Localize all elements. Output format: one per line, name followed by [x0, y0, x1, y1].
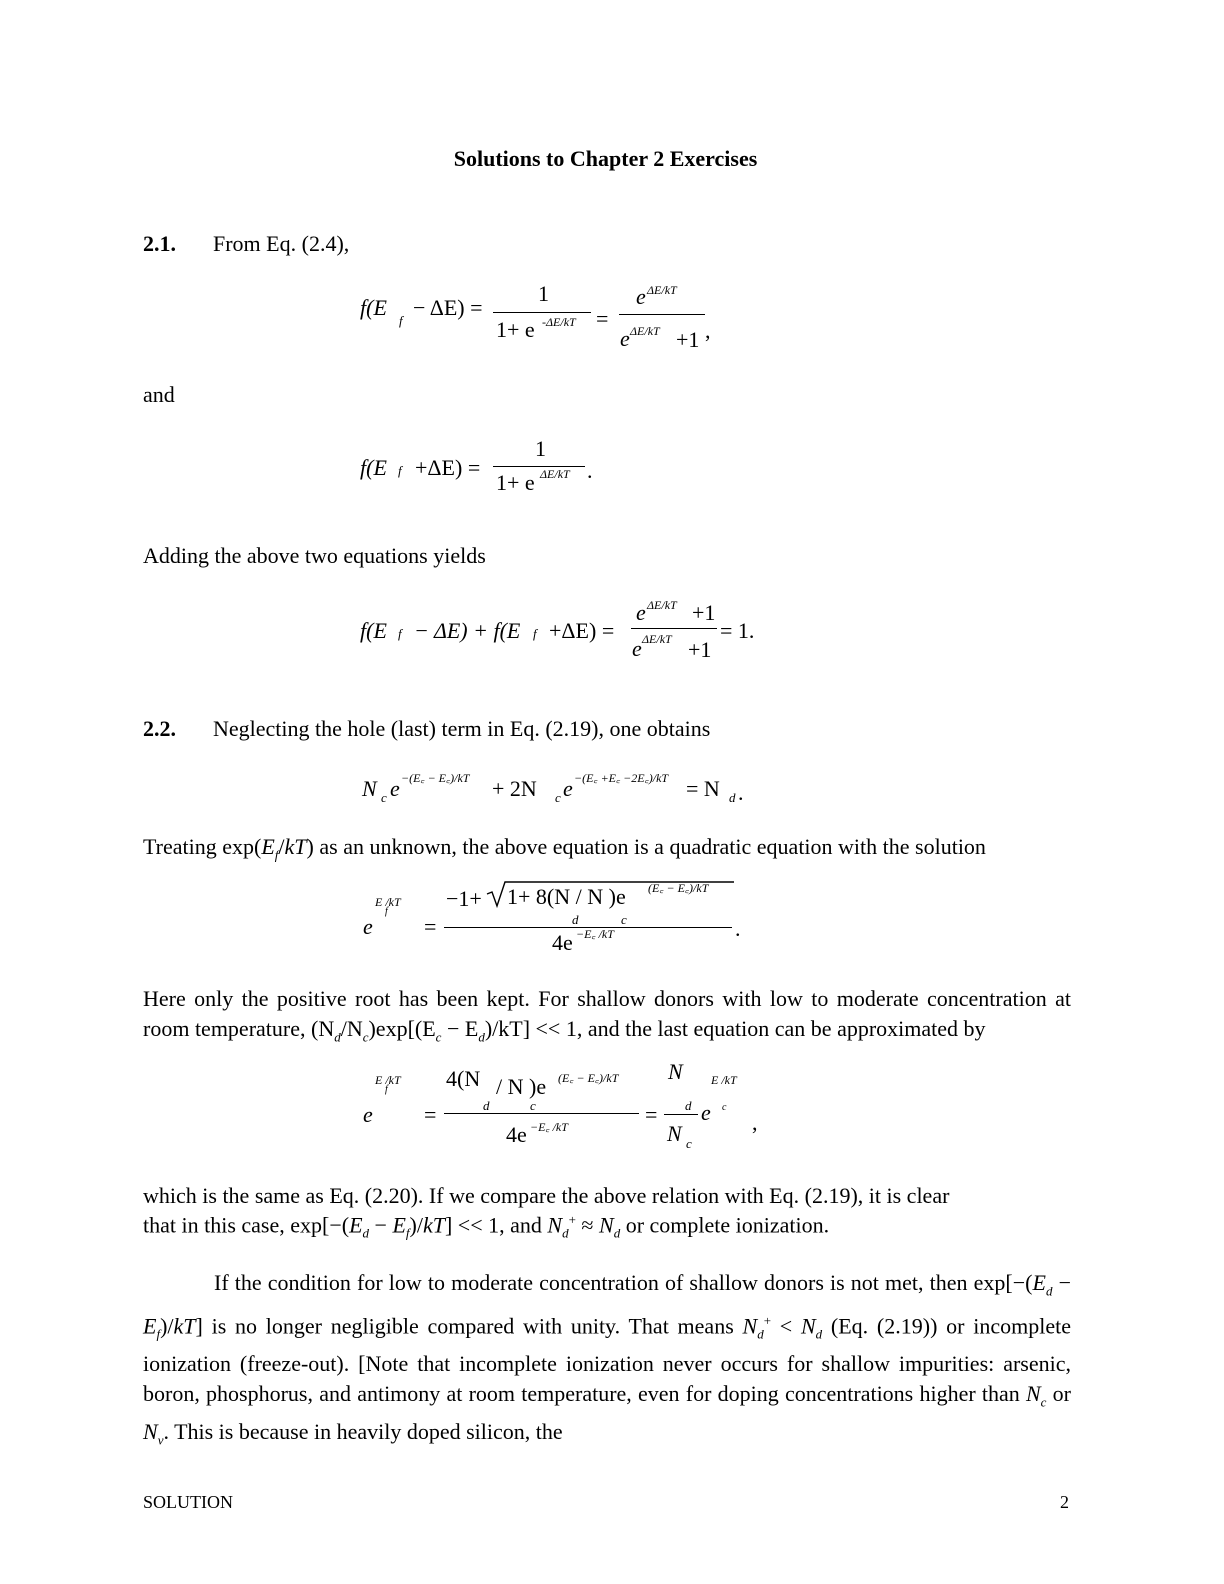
exercise-number-2-1: 2.1.: [143, 231, 176, 256]
footer-label: SOLUTION: [143, 1492, 233, 1512]
and-text: and: [143, 382, 175, 407]
which-line-1: which is the same as Eq. (2.20). If we compare the above relation with Eq. (2.19), it is clear: [143, 1183, 950, 1208]
adding-text: Adding the above two equations yields: [143, 543, 486, 568]
exercise-number-2-2: 2.2.: [143, 716, 176, 741]
treating-text: Treating $\exp(E_f/kT)$ as an unknown, the above equation is a quadratic equation with the solution: [143, 834, 986, 863]
paragraph-here: Here only the positive root has been kept. For shallow donors with low to moderate concentration at room temperature, $(N_d/N_c)\exp[(E_c - E_d)/kT] << 1$, and the last equation can be approximated by: [143, 986, 1071, 1044]
exercise-2-2-intro: Neglecting the hole (last) term in Eq. (2.19), one obtains: [213, 716, 711, 741]
page-number: 2: [1060, 1492, 1069, 1512]
which-line-2: that in this case, $\exp[-(E_d - E_f)/kT] << 1$, and $N_d^+ \approx N_d$ or complete ionization.: [143, 1212, 830, 1241]
exercise-2-1-intro: From Eq. (2.4),: [213, 231, 350, 256]
paragraph-if: If the condition for low to moderate concentration of shallow donors is not met, then $\exp[-(E_d - E_f)/kT]$ is no longer negligible compared with unity. That means $N_d^+ < N_d$ (Eq. (2.19)) or incomplete ionization (freeze-out). [Note that incomplete ionization never occurs for shallow impurities: arsenic, boron, phosphorus, and antimony at room temperature, even for doping concentrations higher than $N_c$ or $N_v$. This is because in heavily doped silicon, the: [143, 1270, 1071, 1447]
page-title: Solutions to Chapter 2 Exercises: [453, 146, 758, 171]
